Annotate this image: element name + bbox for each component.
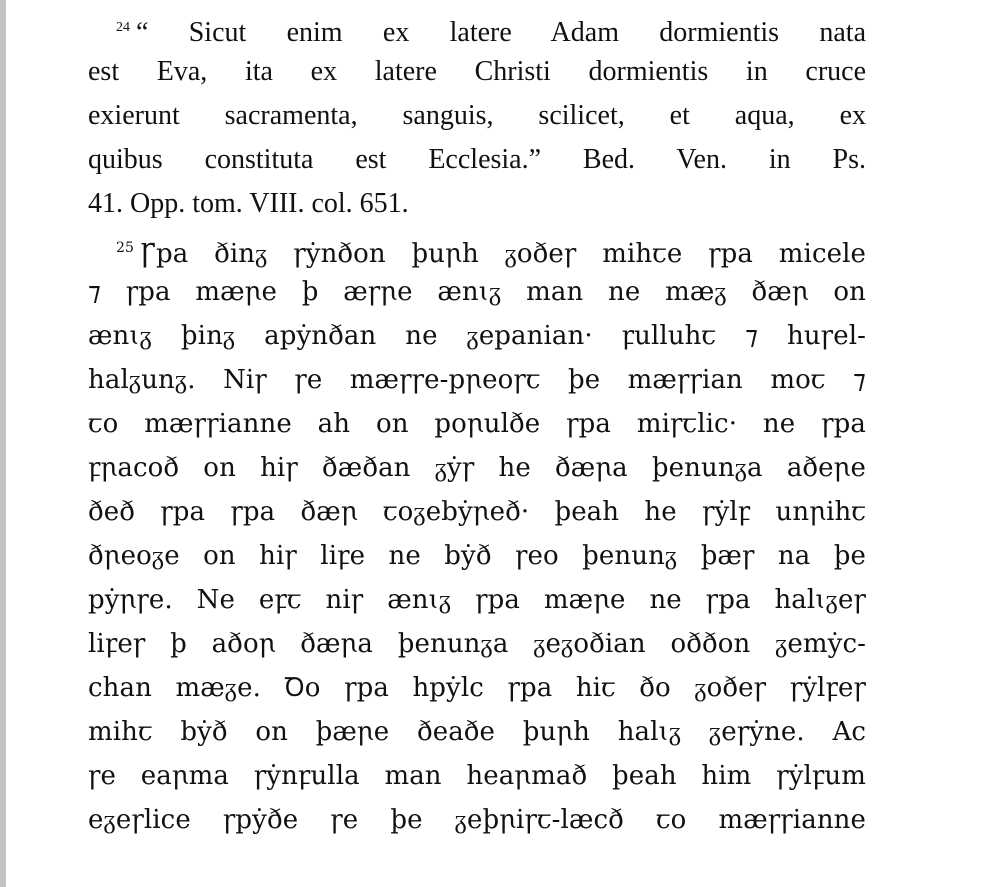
footnote-line: ꞅe eaꞃma ꞅẏnꝼulla man heaꞃmað þeah him ꞅẏlꝼum [88,761,866,791]
footnote-marker: 25 [116,240,135,256]
footnote-line [88,6,866,50]
footnote-24 [88,6,878,226]
footnote-line: chan mæᵹe. Ꝺo ꞅpa hpẏlc ꞅpa hiꞇ ðo ᵹoðeꞅ ꞅẏlꝼeꞅ [88,673,866,703]
footnote-line: ðeð ꞅpa ꞅpa ðæꞃ ꞇoᵹebẏꞃeð· þeah he ꞅẏlꝼ unꞃihꞇ [88,497,866,527]
footnote-text: “ Sicut enim ex latere Adam dormientis nata [136,17,866,48]
page-edge [0,0,6,887]
footnote-line: mihꞇ bẏð on þæꞃe ðeaðe þuꞃh halɩᵹ ᵹeꞅẏne. Ac [88,717,866,747]
footnote-line: eᵹeꞅlice ꞅpẏðe ꞅe þe ᵹeþꞃiꞅꞇ-læcð ꞇo mæꞅꞅianne [88,805,866,835]
footnote-line: halᵹunᵹ. Niꞅ ꞅe mæꞅꞅe-pꞃeoꞅꞇ þe mæꞅꞅian moꞇ ⁊ [88,365,866,395]
footnote-line: exierunt sacramenta, sanguis, scilicet, et aqua, ex [88,100,866,131]
footnote-25 [88,226,878,842]
footnote-marker: 24 [116,20,130,35]
footnote-line: 41. Opp. tom. VIII. col. 651. [88,188,409,219]
footnote-line: est Eva, ita ex latere Christi dormientis in cruce [88,56,866,87]
footnote-line: quibus constituta est Ecclesia.” Bed. Ven. in Ps. [88,144,866,175]
footnote-line: liꝼeꞅ þ aðoꞃ ðæꞃa þenunᵹa ᵹeᵹoðian oððon ᵹemẏc- [88,629,866,659]
footnote-line: ðꞃeoᵹe on hiꞅ liꝼe ne bẏð ꞅeo þenunᵹ þæꞅ na þe [88,541,866,571]
footnote-line [88,226,866,270]
document-page [88,6,878,876]
footnote-line: ⁊ ꞅpa mæꞃe þ æꞅꞃe ænɩᵹ man ne mæᵹ ðæꞃ on [88,277,866,307]
footnote-line: pẏꞃꞅe. Ne eꝼꞇ niꞅ ænɩᵹ ꞅpa mæꞃe ne ꞅpa halɩᵹeꞅ [88,585,866,615]
footnote-text: Ꞅpa ðinᵹ ꞅẏnðon þuꞃh ᵹoðeꞅ mihꞇe ꞅpa micele [140,239,866,269]
footnote-line: ꞇo mæꞅꞅianne ah on poꞃulðe ꞅpa miꞅꞇlic· ne ꞅpa [88,409,866,439]
footnote-line: ꝼꞃacoð on hiꞅ ðæðan ᵹẏꞅ he ðæꞃa þenunᵹa aðeꞃe [88,453,866,483]
footnote-line: ænɩᵹ þinᵹ apẏnðan ne ᵹepanian· ꝼulluhꞇ ⁊ huꞅel- [88,321,866,351]
